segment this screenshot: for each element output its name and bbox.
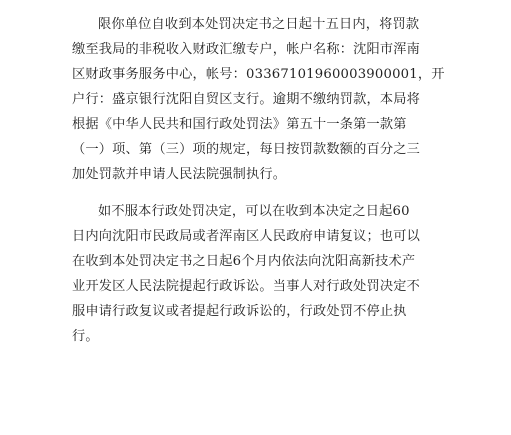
paragraph-line: 如不服本行政处罚决定，可以在收到本决定之日起60 bbox=[98, 204, 410, 219]
paragraph-line: 户行：盛京银行沈阳自贸区支行。逾期不缴纳罚款，本局将 bbox=[72, 92, 421, 107]
paragraph-line: 行。 bbox=[72, 329, 99, 344]
paragraph-line: 根据《中华人民共和国行政处罚法》第五十一条第一款第 bbox=[72, 117, 407, 132]
paragraph-line: 缴至我局的非税收入财政汇缴专户，帐户名称：沈阳市浑南 bbox=[72, 42, 421, 57]
paragraph-line: 限你单位自收到本处罚决定书之日起十五日内，将罚款 bbox=[98, 17, 420, 32]
paragraph-line: 在收到本处罚决定书之日起6个月内依法向沈阳高新技术产 bbox=[72, 254, 416, 269]
paragraph-line: 加处罚款并申请人民法院强制执行。 bbox=[72, 167, 287, 182]
paragraph-line: 服申请行政复议或者提起行政诉讼的，行政处罚不停止执 bbox=[72, 304, 407, 319]
paragraph-line: 区财政事务服务中心，帐号：03367101960003900001，开 bbox=[72, 67, 445, 82]
paragraph-line: 业开发区人民法院提起行政诉讼。当事人对行政处罚决定不 bbox=[72, 279, 421, 294]
paragraph-line: （一）项、第（三）项的规定，每日按罚款数额的百分之三 bbox=[72, 142, 421, 157]
paragraph-line: 日内向沈阳市民政局或者浑南区人民政府申请复议；也可以 bbox=[72, 229, 421, 244]
